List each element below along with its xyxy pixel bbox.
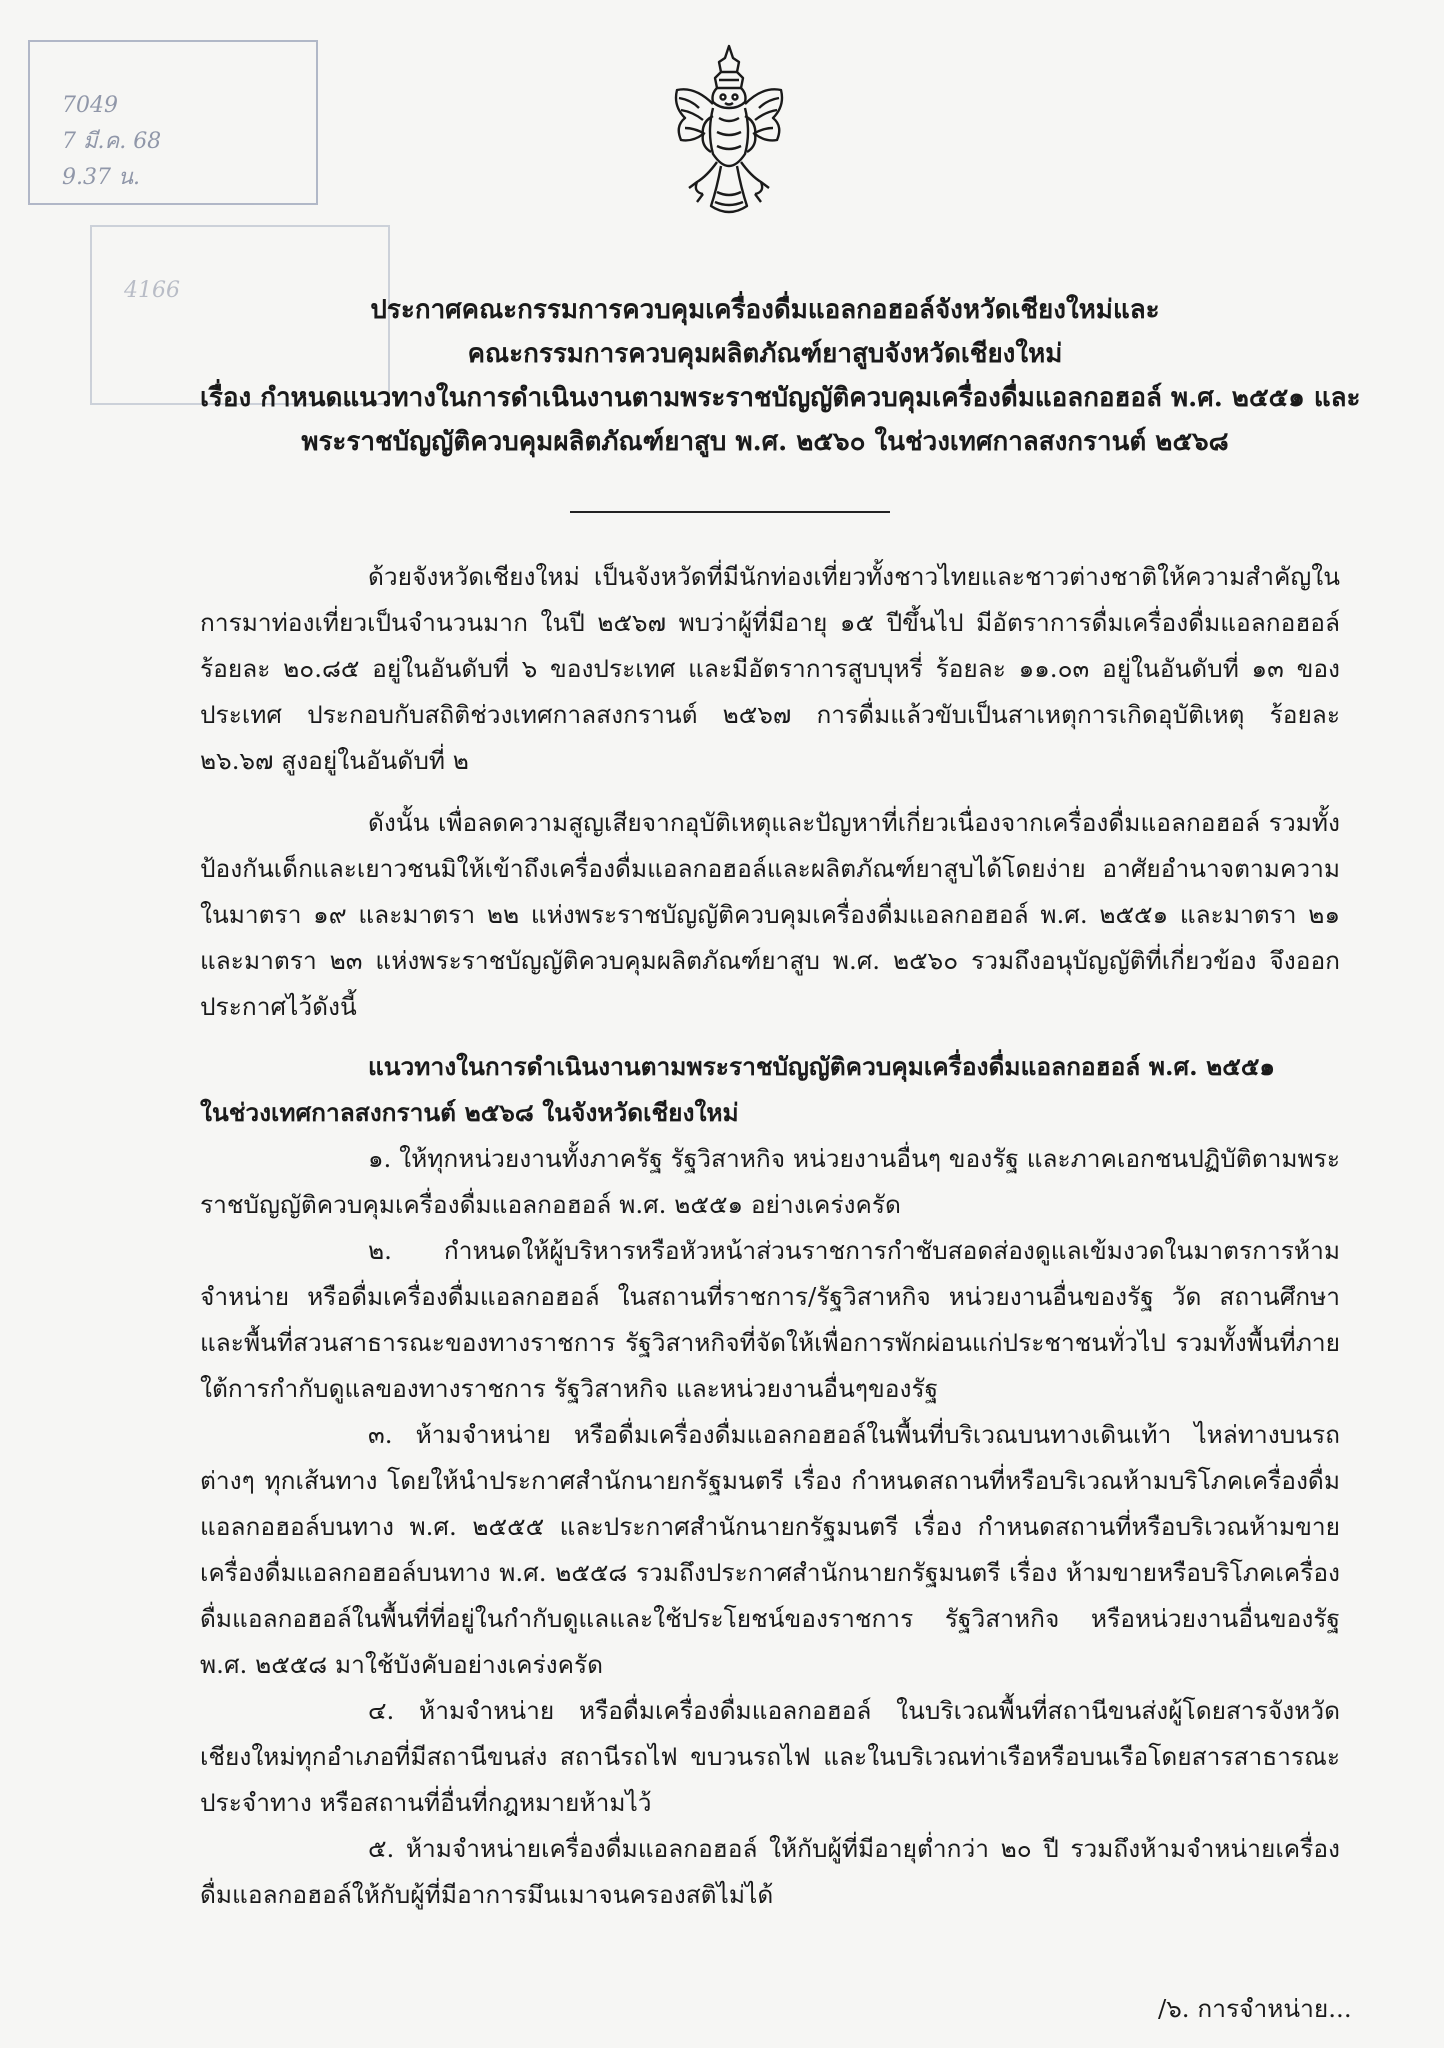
page-continuation: /๖. การจำหน่าย...: [1158, 1994, 1352, 2023]
receipt-stamp: [28, 40, 318, 205]
header-divider: [570, 511, 890, 513]
announcement-subject-line-1: เรื่อง กำหนดแนวทางในการดำเนินงานตามพระราชบัญญัติควบคุมเครื่องดื่มแอลกอฮอล์ พ.ศ. ๒๕๕๑ และ: [200, 383, 1361, 413]
paragraph-authority: ดังนั้น เพื่อลดความสูญเสียจากอุบัติเหตุและปัญหาที่เกี่ยวเนื่องจากเครื่องดื่มแอลกอฮอล์ รวมทั้งป้องกันเด็กและเยาวชนมิให้เข้าถึงเครื่องดื่มแอลกอฮอล์และผลิตภัณฑ์ยาสูบได้โดยง่าย อาศัยอำนาจตามความในมาตรา ๑๙ และมาตรา ๒๒ แห่งพระราชบัญญัติควบคุมเครื่องดื่มแอลกอฮอล์ พ.ศ. ๒๕๕๑ และมาตรา ๒๑ และมาตรา ๒๓ แห่งพระราชบัญญัติควบคุมผลิตภัณฑ์ยาสูบ พ.ศ. ๒๕๖๐ รวมถึงอนุบัญญัติที่เกี่ยวข้อง จึงออกประกาศไว้ดังนี้: [200, 808, 1340, 1021]
guideline-item-3: ๓. ห้ามจำหน่าย หรือดื่มเครื่องดื่มแอลกอฮอล์ในพื้นที่บริเวณบนทางเดินเท้า ไหล่ทางบนรถต่างๆ ทุกเส้นทาง โดยให้นำประกาศสำนักนายกรัฐมนตรี เรื่อง กำหนดสถานที่หรือบริเวณห้ามบริโภคเครื่องดื่มแอลกอฮอล์บนทาง พ.ศ. ๒๕๕๕ และประกาศสำนักนายกรัฐมนตรี เรื่อง กำหนดสถานที่หรือบริเวณห้ามขายเครื่องดื่มแอลกอฮอล์บนทาง พ.ศ. ๒๕๕๘ รวมถึงประกาศสำนักนายกรัฐมนตรี เรื่อง ห้ามขายหรือบริโภคเครื่องดื่มแอลกอฮอล์ในพื้นที่ที่อยู่ในกำกับดูแลและใช้ประโยชน์ของราชการ รัฐวิสาหกิจ หรือหน่วยงานอื่นของรัฐ พ.ศ. ๒๕๕๘ มาใช้บังคับอย่างเคร่งครัด: [200, 1420, 1340, 1679]
guideline-item-2: ๒. กำหนดให้ผู้บริหารหรือหัวหน้าส่วนราชการกำชับสอดส่องดูแลเข้มงวดในมาตรการห้ามจำหน่าย หรือดื่มเครื่องดื่มแอลกอฮอล์ ในสถานที่ราชการ/รัฐวิสาหกิจ หน่วยงานอื่นของรัฐ วัด สถานศึกษา และพื้นที่สวนสาธารณะของทางราชการ รัฐวิสาหกิจที่จัดให้เพื่อการพักผ่อนแก่ประชาชนทั่วไป รวมทั้งพื้นที่ภายใต้การกำกับดูแลของทางราชการ รัฐวิสาหกิจ และหน่วยงานอื่นๆของรัฐ: [200, 1236, 1340, 1403]
announcement-title-line-2: คณะกรรมการควบคุมผลิตภัณฑ์ยาสูบจังหวัดเชียงใหม่: [467, 339, 1063, 369]
guideline-item-4: ๔. ห้ามจำหน่าย หรือดื่มเครื่องดื่มแอลกอฮอล์ ในบริเวณพื้นที่สถานีขนส่งผู้โดยสารจังหวัดเชียงใหม่ทุกอำเภอที่มีสถานีขนส่ง สถานีรถไฟ ขบวนรถไฟ และในบริเวณท่าเรือหรือบนเรือโดยสารสาธารณะประจำทาง หรือสถานที่อื่นที่กฎหมายห้ามไว้: [200, 1696, 1340, 1817]
section-heading: แนวทางในการดำเนินงานตามพระราชบัญญัติควบคุมเครื่องดื่มแอลกอฮอล์ พ.ศ. ๒๕๕๑: [368, 1052, 1275, 1081]
stamp-handwriting-number: 7049: [62, 93, 118, 118]
announcement-body: [200, 554, 1340, 1918]
announcement-title-line-1: ประกาศคณะกรรมการควบคุมเครื่องดื่มแอลกอฮอล์จังหวัดเชียงใหม่และ: [370, 295, 1160, 325]
garuda-emblem-icon: [667, 42, 792, 222]
guideline-item-5: ๕. ห้ามจำหน่ายเครื่องดื่มแอลกอฮอล์ ให้กับผู้ที่มีอายุต่ำกว่า ๒๐ ปี รวมถึงห้ามจำหน่ายเครื่องดื่มแอลกอฮอล์ให้กับผู้ที่มีอาการมึนเมาจนครองสติไม่ได้: [200, 1834, 1340, 1909]
section-heading-sub: ในช่วงเทศกาลสงกรานต์ ๒๕๖๘ ในจังหวัดเชียงใหม่: [200, 1098, 739, 1127]
stamp-handwriting-date: 7 มี.ค. 68: [62, 129, 162, 154]
announcement-header: [200, 288, 1361, 464]
guideline-item-1: ๑. ให้ทุกหน่วยงานทั้งภาครัฐ รัฐวิสาหกิจ หน่วยงานอื่นๆ ของรัฐ และภาคเอกชนปฏิบัติตามพระราชบัญญัติควบคุมเครื่องดื่มแอลกอฮอล์ พ.ศ. ๒๕๕๑ อย่างเคร่งครัด: [200, 1144, 1340, 1219]
faded-stamp-handwriting: 4166: [124, 278, 180, 303]
paragraph-background: ด้วยจังหวัดเชียงใหม่ เป็นจังหวัดที่มีนักท่องเที่ยวทั้งชาวไทยและชาวต่างชาติให้ความสำคัญในการมาท่องเที่ยวเป็นจำนวนมาก ในปี ๒๕๖๗ พบว่าผู้ที่มีอายุ ๑๕ ปีขึ้นไป มีอัตราการดื่มเครื่องดื่มแอลกอฮอล์ ร้อยละ ๒๐.๘๕ อยู่ในอันดับที่ ๖ ของประเทศ และมีอัตราการสูบบุหรี่ ร้อยละ ๑๑.๐๓ อยู่ในอันดับที่ ๑๓ ของประเทศ ประกอบกับสถิติช่วงเทศกาลสงกรานต์ ๒๕๖๗ การดื่มแล้วขับเป็นสาเหตุการเกิดอุบัติเหตุ ร้อยละ ๒๖.๖๗ สูงอยู่ในอันดับที่ ๒: [200, 562, 1340, 775]
announcement-subject-line-2: พระราชบัญญัติควบคุมผลิตภัณฑ์ยาสูบ พ.ศ. ๒๕๖๐ ในช่วงเทศกาลสงกรานต์ ๒๕๖๘: [301, 427, 1229, 457]
stamp-handwriting-time: 9.37 น.: [62, 165, 141, 190]
